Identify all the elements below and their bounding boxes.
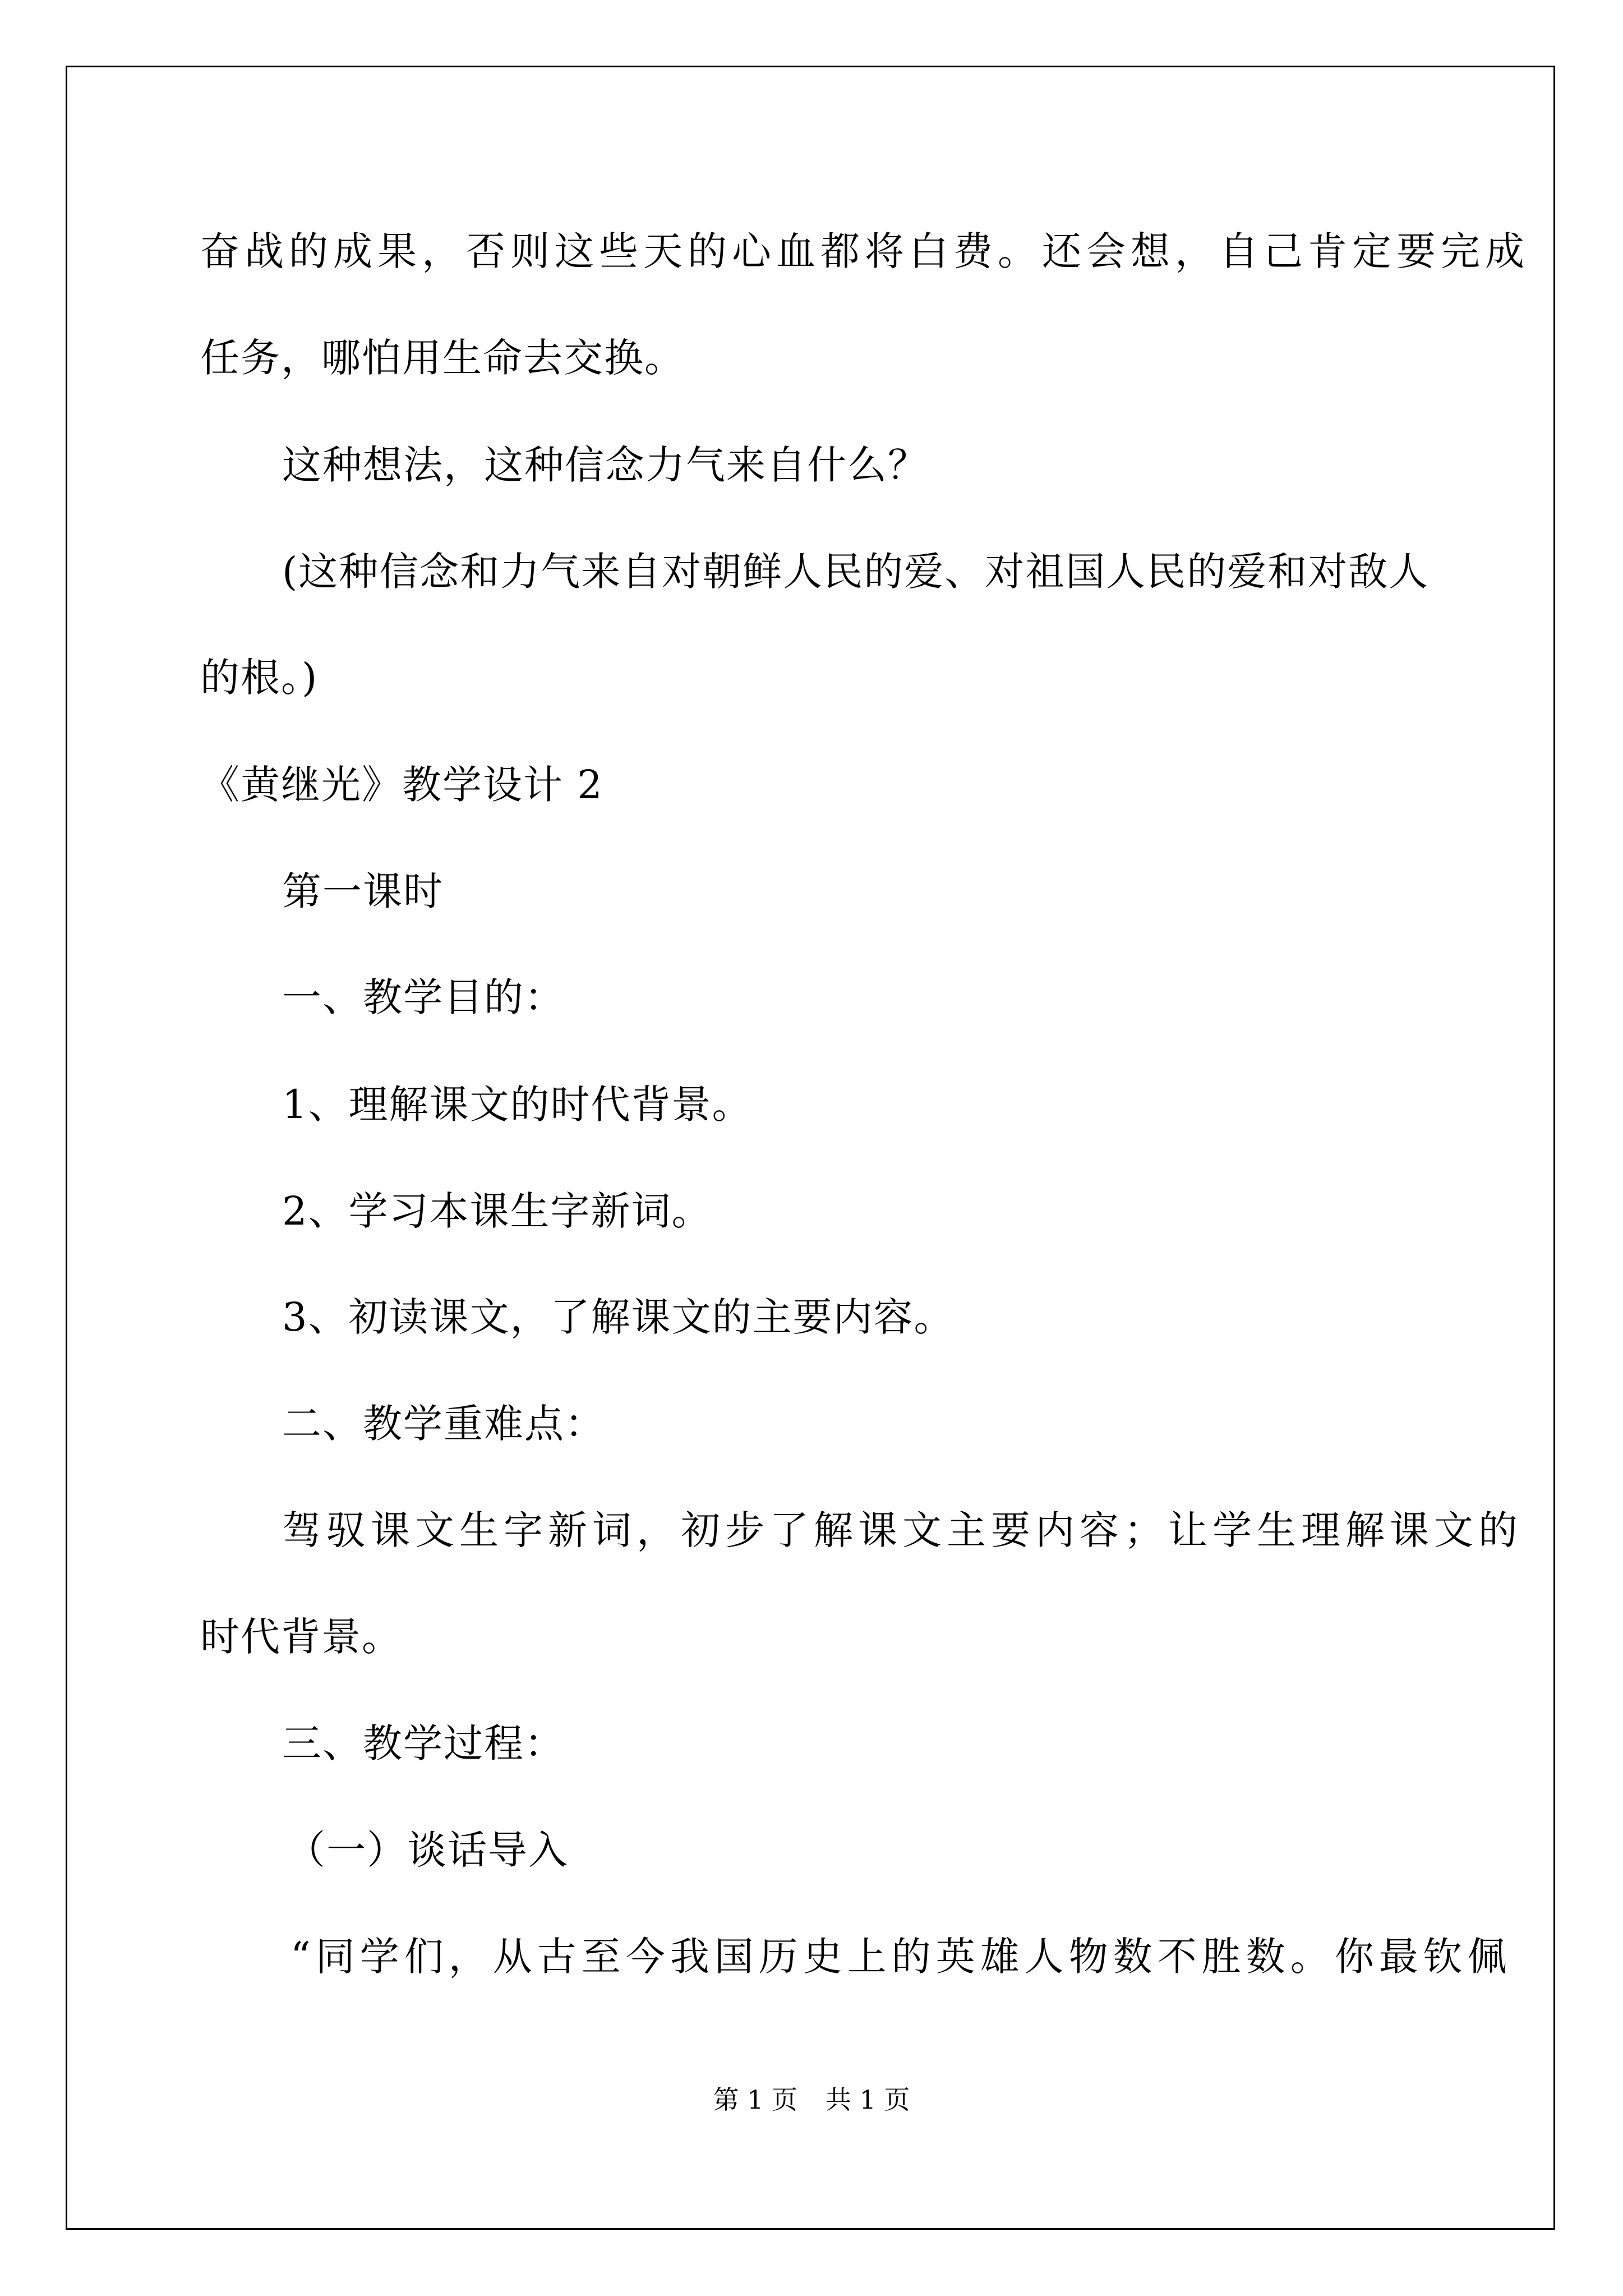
paragraph-line-3: 这种想法，这种信念力气来自什么？	[282, 442, 928, 488]
objective-item-3: 3、初读课文，了解课文的主要内容。	[282, 1294, 955, 1340]
heading-key-points: 二、教学重难点：	[282, 1401, 605, 1447]
page-border	[66, 66, 1555, 2230]
page-total: 共 1 页	[826, 2085, 910, 2115]
heading-objectives: 一、教学目的：	[282, 974, 565, 1020]
section-title: 《黄继光》教学设计 2	[200, 762, 603, 808]
heading-process: 三、教学过程：	[282, 1720, 565, 1766]
paragraph-line-2: 任务，哪怕用生命去交换。	[200, 335, 685, 381]
paragraph-line-5: 的根。)	[200, 655, 319, 701]
objective-item-2: 2、学习本课生字新词。	[282, 1188, 712, 1234]
paragraph-line-1: 奋战的成果，否则这些天的心血都将白费。还会想，自己肯定要完成	[200, 228, 1529, 274]
lesson-heading: 第一课时	[282, 868, 444, 914]
key-points-line-2: 时代背景。	[200, 1614, 402, 1660]
process-step-heading: （一）谈话导入	[286, 1827, 569, 1873]
paragraph-line-4: (这种信念和力气来自对朝鲜人民的爱、对祖国人民的爱和对敌人	[282, 549, 1430, 595]
key-points-line-1: 驾驭课文生字新词，初步了解课文主要内容；让学生理解课文的	[282, 1507, 1523, 1553]
page-footer	[0, 2087, 1623, 2113]
objective-item-1: 1、理解课文的时代背景。	[282, 1082, 753, 1128]
quote-line: “同学们，从古至今我国历史上的英雄人物数不胜数。你最钦佩	[291, 1934, 1512, 1980]
page-number: 第 1 页	[713, 2085, 797, 2115]
